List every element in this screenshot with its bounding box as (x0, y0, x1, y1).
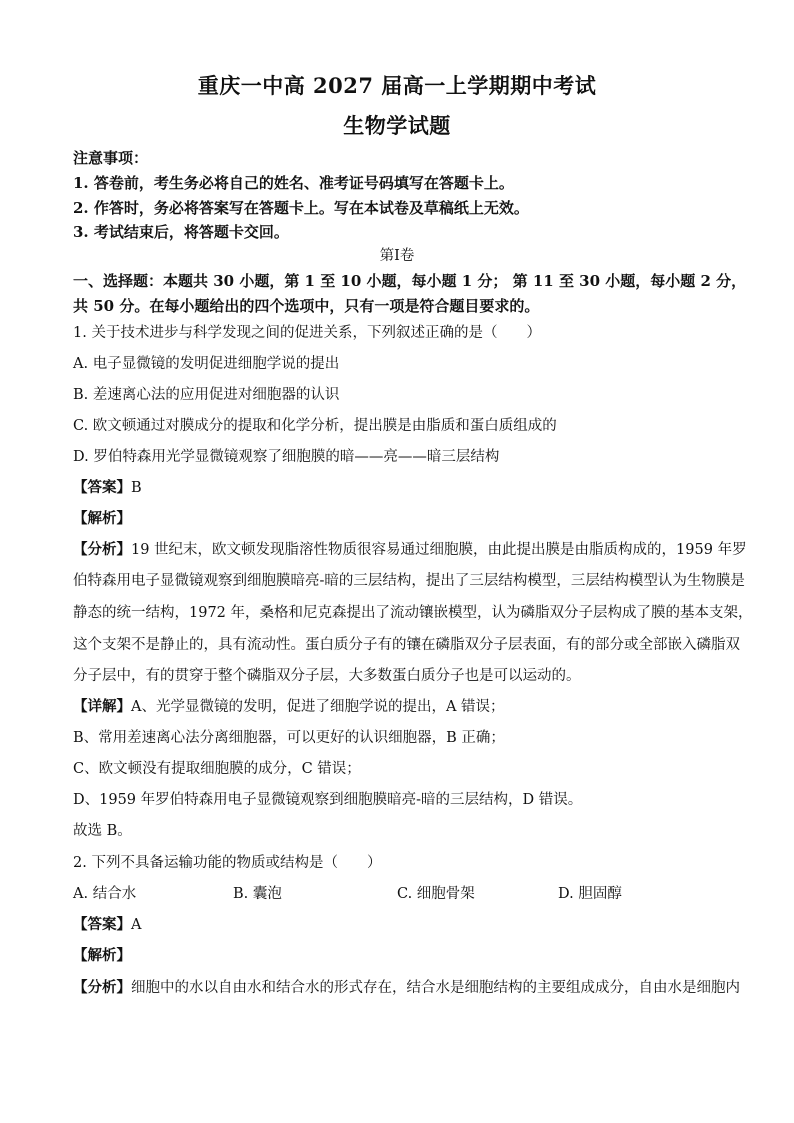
q2-fenxi-line-1 (73, 978, 740, 998)
q2-option-d: D. 胆固醇 (558, 886, 622, 902)
answer-tag: 【答案】 (73, 916, 131, 933)
fenxi-text: 19 世纪末，欧文顿发现脂溶性物质很容易通过细胞膜，由此提出膜是由脂质构成的，1959 年罗 (131, 542, 747, 558)
q1-detail-line-4: D、1959 年罗伯特森用电子显微镜观察到细胞膜暗亮-暗的三层结构，D 错误。 (73, 792, 583, 808)
q1-fenxi-line-2: 伯特森用电子显微镜观察到细胞膜暗亮-暗的三层结构，提出了三层结构模型，三层结构模型认为生物膜是 (73, 573, 745, 589)
fenxi-text: 细胞中的水以自由水和结合水的形式存在，结合水是细胞结构的主要组成成分，自由水是细胞内 (131, 980, 740, 996)
q1-option-a: A. 电子显微镜的发明促进细胞学说的提出 (73, 356, 340, 372)
notice-item-1: 1. 答卷前，考生务必将自己的姓名、准考证号码填写在答题卡上。 (73, 174, 514, 192)
q2-option-c: C. 细胞骨架 (397, 886, 475, 902)
answer-value: A (131, 917, 142, 933)
q2-analysis-tag: 【解析】 (73, 947, 131, 964)
detail-tag: 【详解】 (73, 698, 131, 715)
q1-detail-line-3: C、欧文顿没有提取细胞膜的成分，C 错误； (73, 761, 361, 777)
exam-title: 重庆一中高 2027 届高一上学期期中考试 (197, 73, 597, 98)
q2-answer (73, 915, 733, 935)
q1-option-b: B. 差速离心法的应用促进对细胞器的认识 (73, 387, 340, 403)
q1-option-c: C. 欧文顿通过对膜成分的提取和化学分析，提出膜是由脂质和蛋白质组成的 (73, 418, 557, 434)
q1-detail-line-1 (73, 697, 733, 717)
q2-stem: 2. 下列不具备运输功能的物质或结构是（ ） (73, 855, 382, 871)
q1-fenxi-line-4: 这个支架不是静止的，具有流动性。蛋白质分子有的镶在磷脂双分子层表面，有的部分或全部嵌入磷脂双 (73, 637, 740, 653)
q2-option-b: B. 囊泡 (233, 886, 282, 902)
q1-answer (73, 478, 733, 498)
notice-item-2: 2. 作答时，务必将答案写在答题卡上。写在本试卷及草稿纸上无效。 (73, 199, 529, 217)
q1-fenxi-line-5: 分子层中，有的贯穿于整个磷脂双分子层，大多数蛋白质分子也是可以运动的。 (73, 668, 581, 684)
q1-detail-line-2: B、常用差速离心法分离细胞器，可以更好的认识细胞器，B 正确； (73, 730, 505, 746)
q1-option-d: D. 罗伯特森用光学显微镜观察了细胞膜的暗——亮——暗三层结构 (73, 449, 500, 465)
q1-detail-line-5: 故选 B。 (73, 823, 132, 839)
answer-value: B (131, 480, 142, 496)
fenxi-tag: 【分析】 (73, 979, 131, 996)
detail-text: A、光学显微镜的发明，促进了细胞学说的提出，A 错误； (131, 699, 505, 715)
exam-subtitle: 生物学试题 (343, 113, 451, 138)
volume-label: 第Ⅰ卷 (379, 248, 415, 264)
section-heading-line-2: 共 50 分。在每小题给出的四个选项中，只有一项是符合题目要求的。 (73, 297, 540, 315)
q1-analysis-tag: 【解析】 (73, 510, 131, 527)
q1-fenxi-line-3: 静态的统一结构，1972 年，桑格和尼克森提出了流动镶嵌模型，认为磷脂双分子层构成了膜的基本支架， (73, 605, 753, 621)
notice-item-3: 3. 考试结束后，将答题卡交回。 (73, 223, 289, 241)
fenxi-tag: 【分析】 (73, 541, 131, 558)
q1-stem: 1. 关于技术进步与科学发现之间的促进关系，下列叙述正确的是（ ） (73, 325, 541, 341)
answer-tag: 【答案】 (73, 479, 131, 496)
q2-option-a: A. 结合水 (73, 886, 137, 902)
notice-heading: 注意事项： (73, 149, 149, 167)
q1-fenxi-line-1 (73, 540, 747, 560)
section-heading-line-1: 一、选择题：本题共 30 小题，第 1 至 10 小题，每小题 1 分； 第 11 至 30 小题，每小题 2 分， (73, 272, 747, 290)
